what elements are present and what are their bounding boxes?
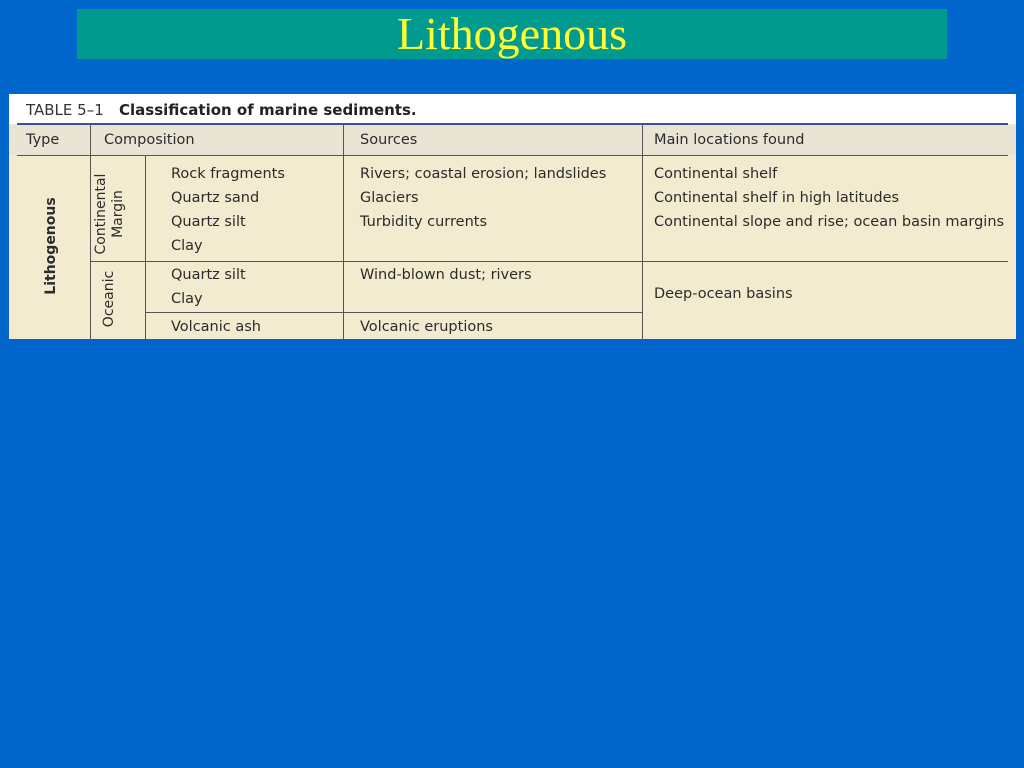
- oceanic-subdivider: [145, 312, 642, 313]
- list-item: Quartz silt: [171, 214, 246, 230]
- oceanic-compositions-a: [171, 263, 246, 311]
- col-divider-sources: [642, 125, 643, 339]
- oceanic-locations: [654, 282, 793, 306]
- table-caption-row: [9, 94, 1016, 124]
- list-item: Volcanic eruptions: [360, 319, 493, 335]
- group-continental-margin: [93, 169, 127, 259]
- oceanic-sources-a: [360, 263, 532, 287]
- col-divider-type: [90, 125, 91, 339]
- list-item: Continental slope and rise; ocean basin margins: [654, 214, 1005, 230]
- group-continental-line1: Continental: [93, 173, 109, 255]
- slide-title-bar: [77, 9, 947, 59]
- continental-sources: [360, 162, 606, 234]
- list-item: Clay: [171, 238, 203, 254]
- list-item: Glaciers: [360, 190, 419, 206]
- list-item: Turbidity currents: [360, 214, 488, 230]
- type-lithogenous: Lithogenous: [43, 197, 59, 295]
- sediment-classification-table: [9, 94, 1016, 339]
- table-header-row: [9, 125, 1016, 155]
- group-oceanic: Oceanic: [101, 270, 117, 328]
- list-item: Volcanic ash: [171, 319, 261, 335]
- list-item: Quartz sand: [171, 190, 260, 206]
- header-composition: Composition: [104, 132, 195, 148]
- list-item: Deep-ocean basins: [654, 286, 793, 302]
- group-divider: [90, 261, 1008, 262]
- header-sources: Sources: [360, 132, 418, 148]
- oceanic-sources-b: [360, 315, 493, 339]
- header-bottom-rule: [17, 155, 1008, 156]
- continental-compositions: [171, 162, 285, 258]
- list-item: Quartz silt: [171, 267, 246, 283]
- list-item: Continental shelf in high latitudes: [654, 190, 900, 206]
- continental-locations: [654, 162, 1004, 234]
- slide-title: Lithogenous: [397, 8, 627, 59]
- col-divider-composition: [343, 125, 344, 339]
- table-caption: Classification of marine sediments.: [119, 101, 417, 119]
- list-item: Clay: [171, 291, 203, 307]
- table-label: TABLE 5–1: [26, 101, 104, 119]
- group-continental-line2: Margin: [110, 190, 126, 238]
- oceanic-compositions-b: [171, 315, 261, 339]
- list-item: Rock fragments: [171, 166, 285, 182]
- list-item: Wind-blown dust; rivers: [360, 267, 532, 283]
- list-item: Rivers; coastal erosion; landslides: [360, 166, 607, 182]
- list-item: Continental shelf: [654, 166, 778, 182]
- header-type: Type: [26, 132, 60, 148]
- header-locations: Main locations found: [654, 132, 805, 148]
